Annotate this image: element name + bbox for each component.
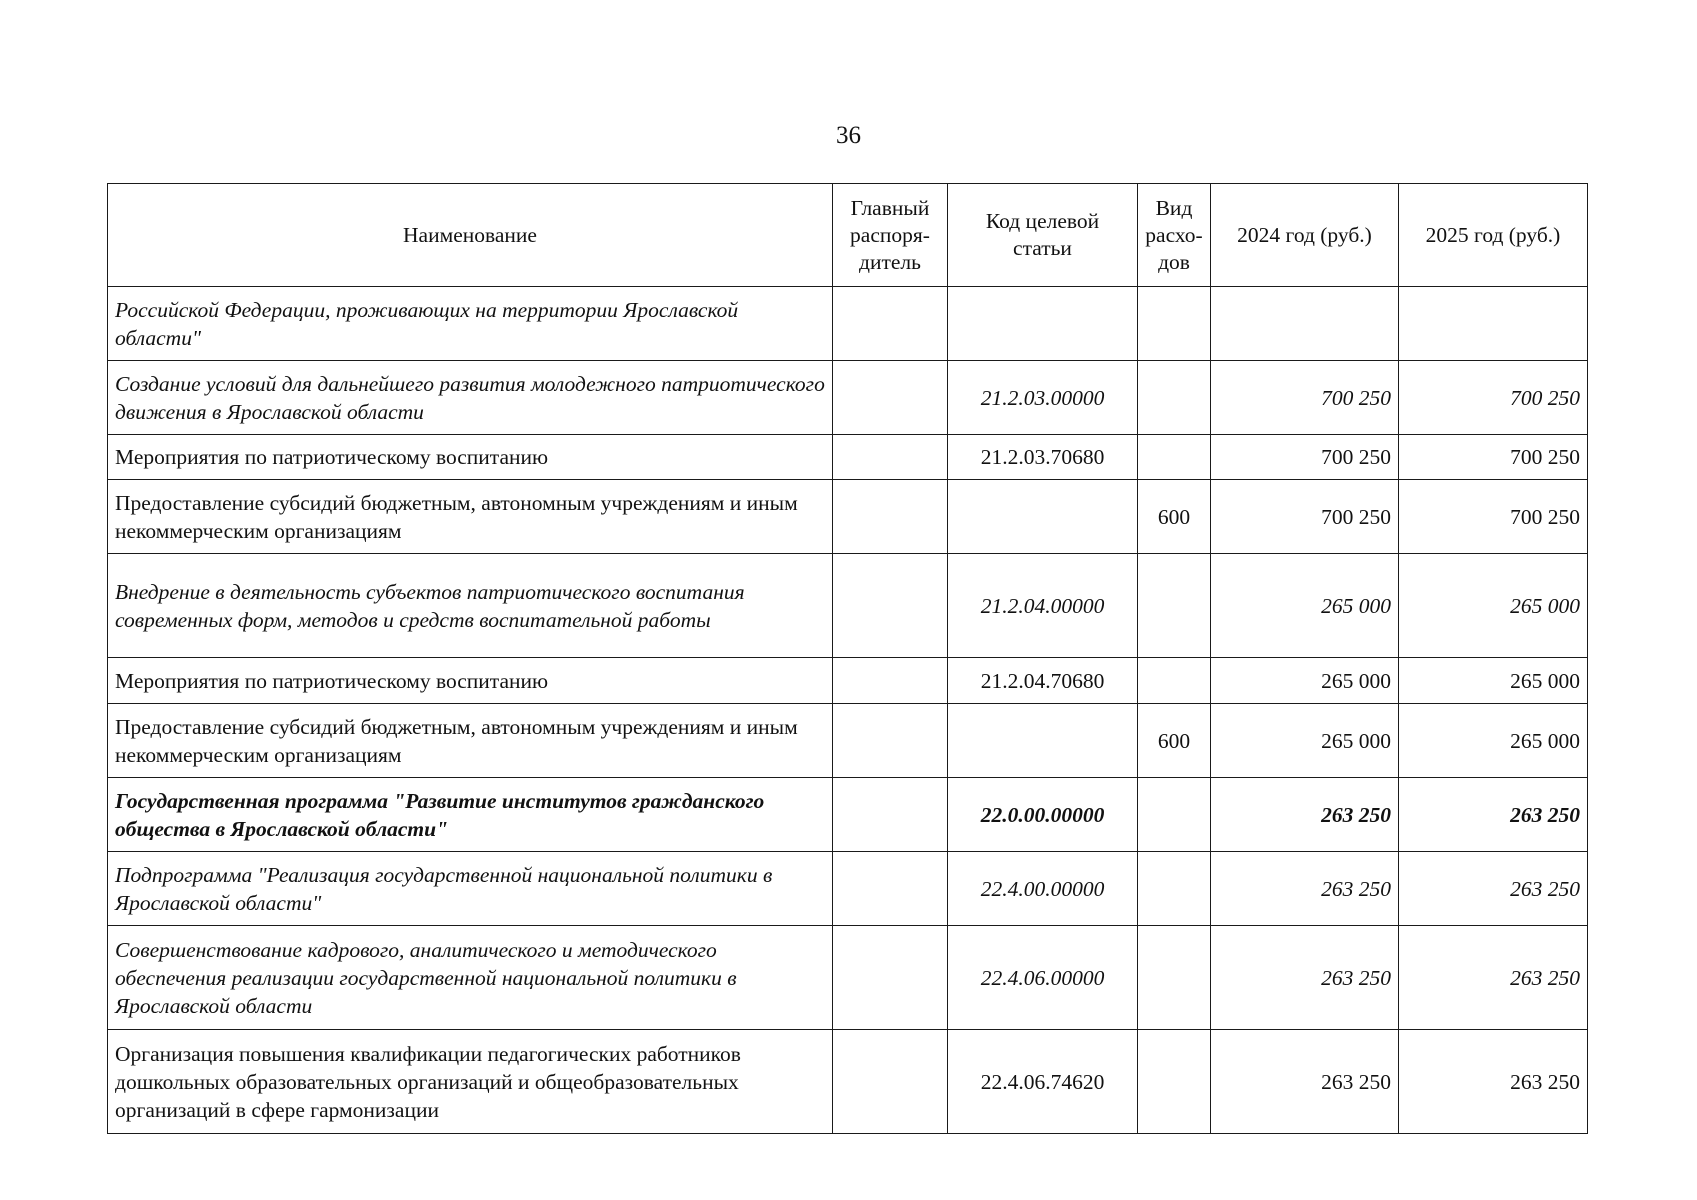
table-row (108, 852, 1588, 926)
cell-name: Предоставление субсидий бюджетным, автономным учреждениям и иным некоммерческим организациям (108, 480, 833, 554)
cell-2025: 700 250 (1399, 480, 1588, 554)
cell-code: 22.4.06.74620 (948, 1030, 1138, 1134)
cell-kind (1138, 554, 1211, 658)
cell-code: 22.4.06.00000 (948, 926, 1138, 1030)
cell-kind (1138, 435, 1211, 480)
cell-2024: 700 250 (1211, 480, 1399, 554)
cell-manager (833, 1030, 948, 1134)
cell-name: Российской Федерации, проживающих на территории Ярославской области" (108, 287, 833, 361)
page-number: 36 (836, 122, 861, 149)
cell-kind (1138, 852, 1211, 926)
cell-kind: 600 (1138, 704, 1211, 778)
cell-manager (833, 287, 948, 361)
cell-2025: 265 000 (1399, 658, 1588, 704)
cell-kind (1138, 658, 1211, 704)
cell-code: 21.2.03.00000 (948, 361, 1138, 435)
cell-manager (833, 480, 948, 554)
table-row (108, 1030, 1588, 1134)
cell-2025: 265 000 (1399, 704, 1588, 778)
cell-kind (1138, 926, 1211, 1030)
cell-name: Организация повышения квалификации педагогических работников дошкольных образовательных организаций и общеобразовательных организаций в сфере гармонизации (108, 1030, 833, 1134)
cell-name: Подпрограмма "Реализация государственной национальной политики в Ярославской области" (108, 852, 833, 926)
cell-2024: 265 000 (1211, 704, 1399, 778)
cell-code (948, 287, 1138, 361)
cell-manager (833, 778, 948, 852)
cell-manager (833, 852, 948, 926)
cell-2025: 263 250 (1399, 852, 1588, 926)
header-kind: Вид расхо-дов (1138, 184, 1211, 287)
cell-kind (1138, 1030, 1211, 1134)
cell-name: Создание условий для дальнейшего развития молодежного патриотического движения в Ярославской области (108, 361, 833, 435)
table-row (108, 778, 1588, 852)
cell-code: 21.2.04.70680 (948, 658, 1138, 704)
cell-name: Мероприятия по патриотическому воспитанию (108, 435, 833, 480)
budget-table (107, 183, 1588, 1134)
table-header-row (108, 184, 1588, 287)
header-code: Код целевой статьи (948, 184, 1138, 287)
cell-manager (833, 658, 948, 704)
cell-2025: 700 250 (1399, 361, 1588, 435)
cell-2024: 263 250 (1211, 778, 1399, 852)
cell-kind: 600 (1138, 480, 1211, 554)
cell-2024: 263 250 (1211, 852, 1399, 926)
table-row (108, 361, 1588, 435)
cell-name: Мероприятия по патриотическому воспитанию (108, 658, 833, 704)
cell-kind (1138, 778, 1211, 852)
cell-2024: 263 250 (1211, 1030, 1399, 1134)
cell-2024: 700 250 (1211, 361, 1399, 435)
table-body (108, 287, 1588, 1134)
table-row (108, 554, 1588, 658)
cell-code (948, 704, 1138, 778)
cell-2024: 700 250 (1211, 435, 1399, 480)
cell-code: 22.0.00.00000 (948, 778, 1138, 852)
cell-code (948, 480, 1138, 554)
table-row (108, 704, 1588, 778)
header-name: Наименование (108, 184, 833, 287)
table-row (108, 435, 1588, 480)
cell-2024 (1211, 287, 1399, 361)
header-2024: 2024 год (руб.) (1211, 184, 1399, 287)
cell-2025: 263 250 (1399, 778, 1588, 852)
cell-name: Предоставление субсидий бюджетным, автономным учреждениям и иным некоммерческим организациям (108, 704, 833, 778)
cell-2025: 700 250 (1399, 435, 1588, 480)
cell-kind (1138, 287, 1211, 361)
cell-2024: 265 000 (1211, 658, 1399, 704)
cell-code: 21.2.03.70680 (948, 435, 1138, 480)
cell-code: 22.4.00.00000 (948, 852, 1138, 926)
cell-2024: 265 000 (1211, 554, 1399, 658)
header-2025: 2025 год (руб.) (1399, 184, 1588, 287)
table-row (108, 658, 1588, 704)
table-row (108, 480, 1588, 554)
cell-2024: 263 250 (1211, 926, 1399, 1030)
cell-2025: 265 000 (1399, 554, 1588, 658)
cell-name: Государственная программа "Развитие институтов гражданского общества в Ярославской области" (108, 778, 833, 852)
cell-2025: 263 250 (1399, 1030, 1588, 1134)
table-row (108, 287, 1588, 361)
table-row (108, 926, 1588, 1030)
cell-2025 (1399, 287, 1588, 361)
cell-manager (833, 361, 948, 435)
header-manager: Главный распоря-дитель (833, 184, 948, 287)
cell-name: Внедрение в деятельность субъектов патриотического воспитания современных форм, методов и средств воспитательной работы (108, 554, 833, 658)
cell-code: 21.2.04.00000 (948, 554, 1138, 658)
cell-kind (1138, 361, 1211, 435)
cell-name: Совершенствование кадрового, аналитического и методического обеспечения реализации государственной национальной политики в Ярославской области (108, 926, 833, 1030)
cell-manager (833, 704, 948, 778)
cell-manager (833, 926, 948, 1030)
cell-2025: 263 250 (1399, 926, 1588, 1030)
cell-manager (833, 554, 948, 658)
cell-manager (833, 435, 948, 480)
